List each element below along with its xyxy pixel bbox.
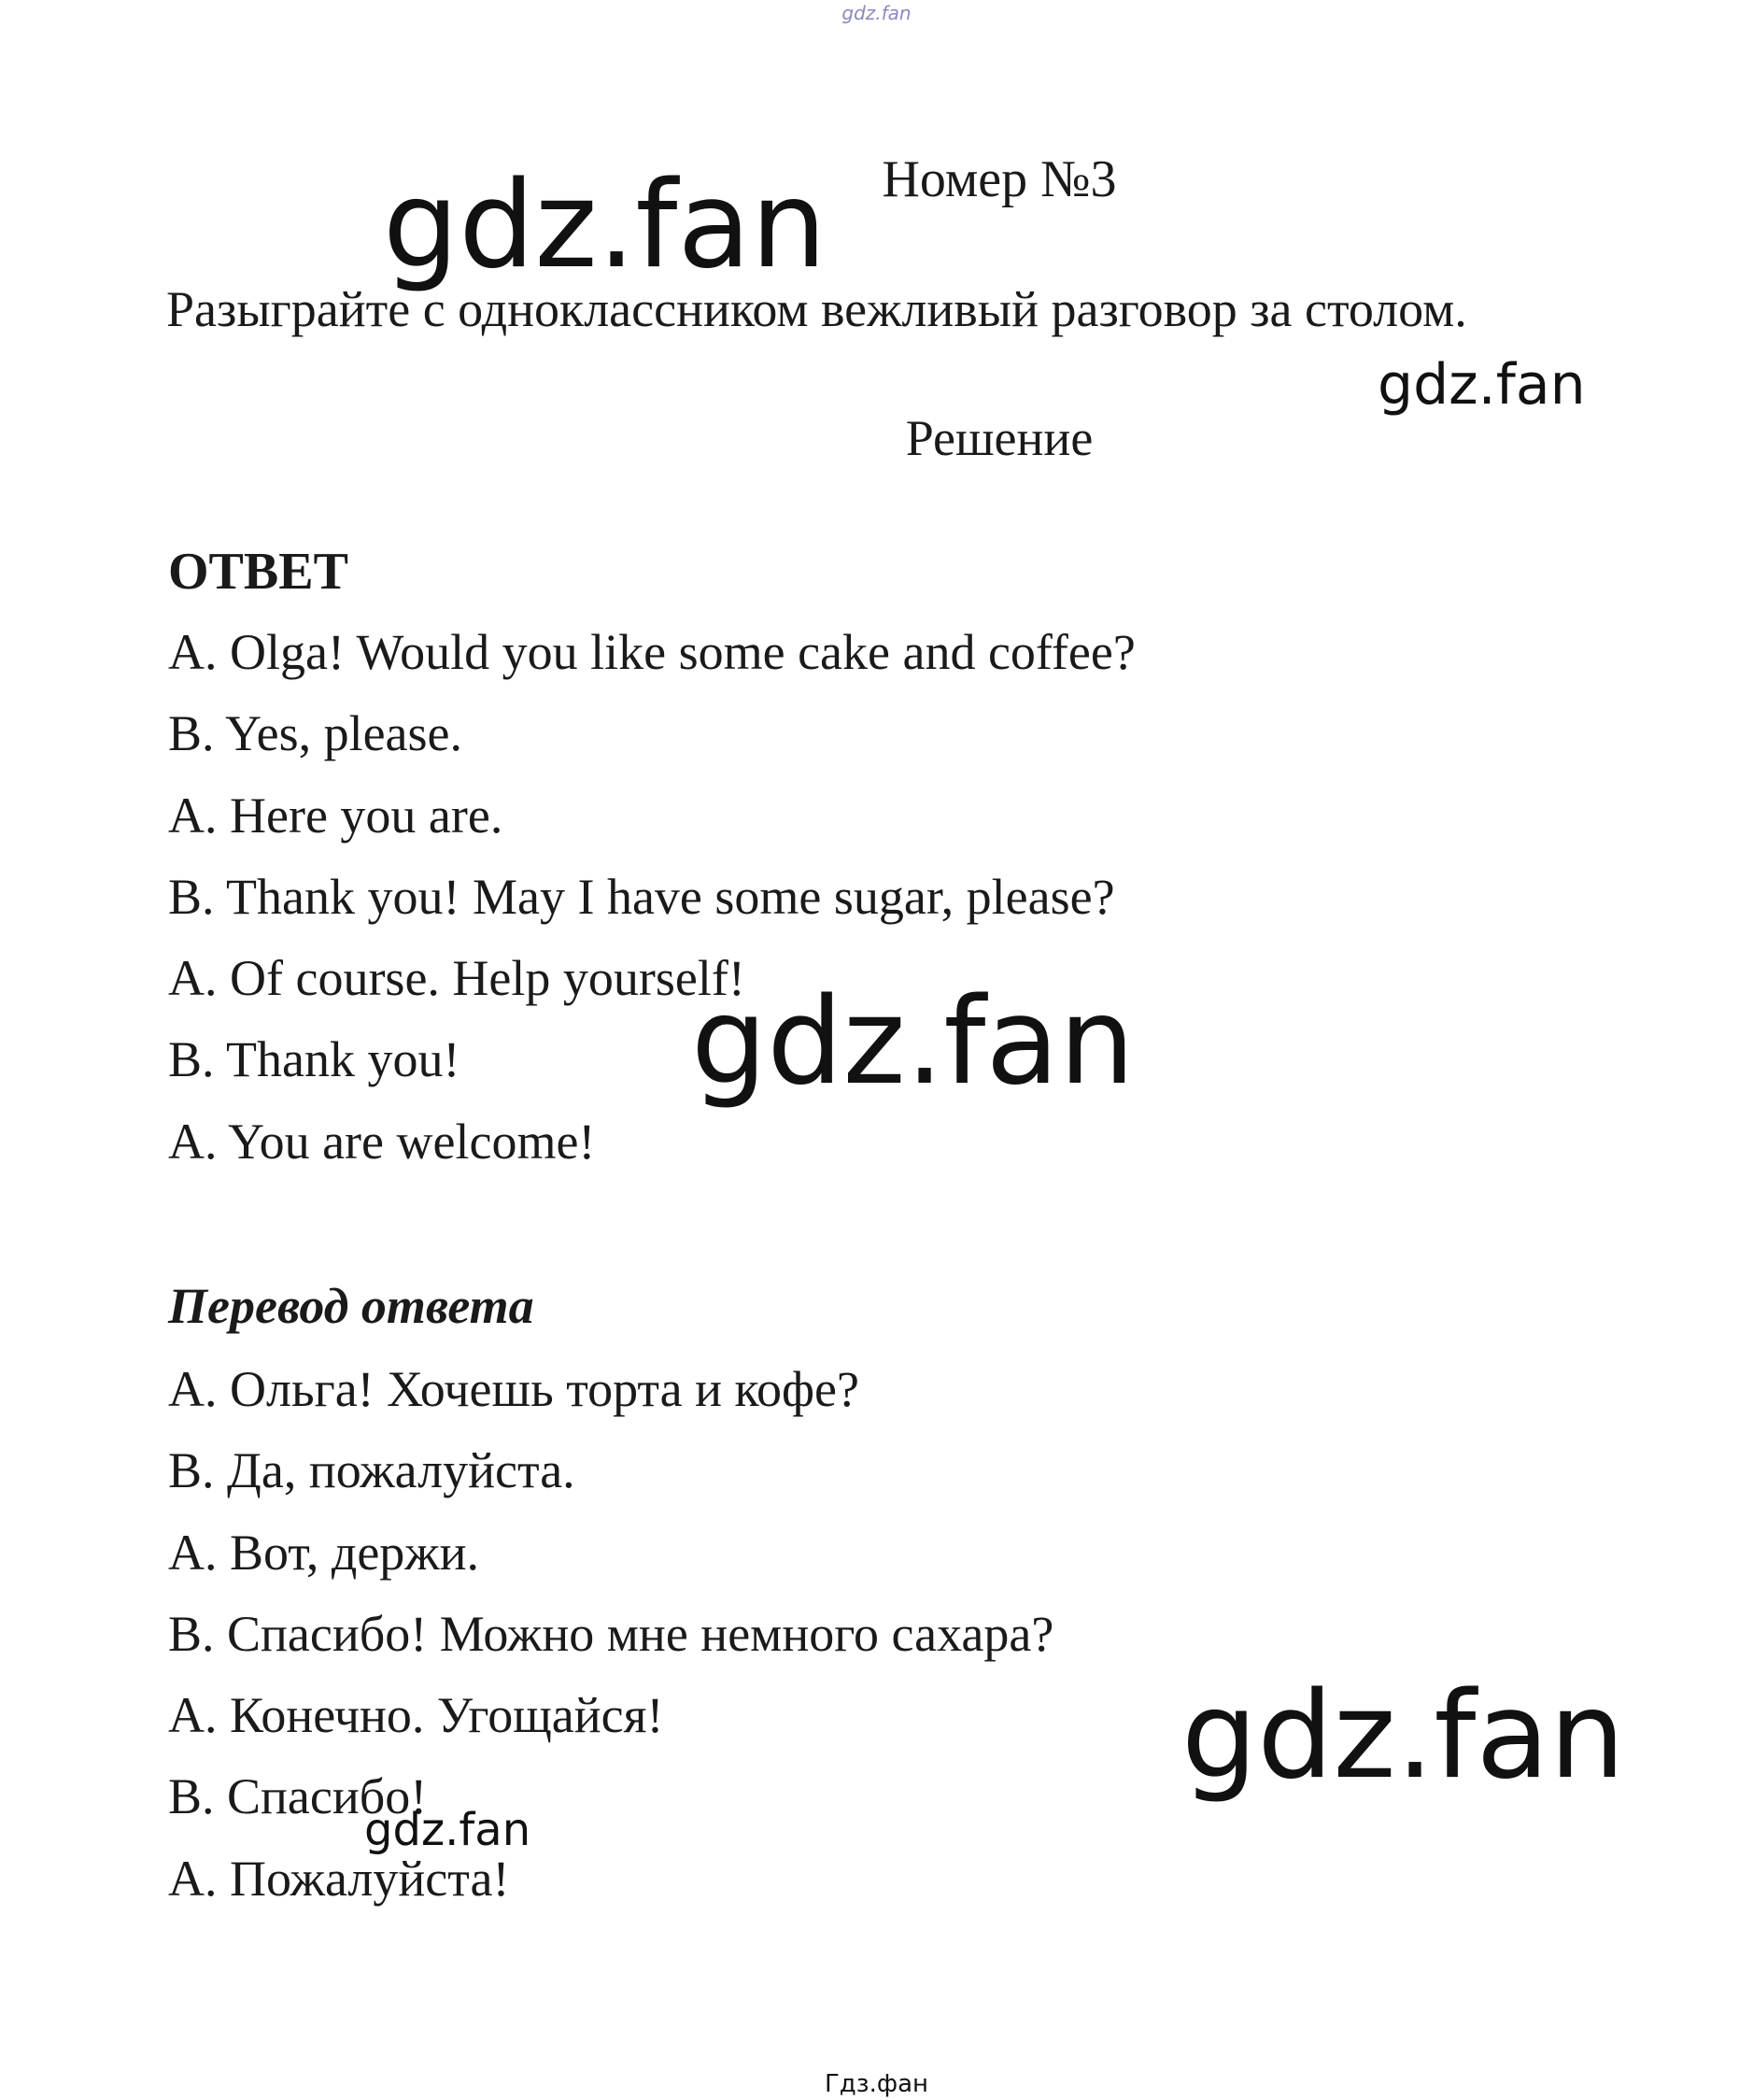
watermark-top: gdz.fan xyxy=(841,2,912,24)
watermark-large: gdz.fan xyxy=(383,156,827,295)
translation-line: A. Конечно. Угощайся! xyxy=(168,1687,664,1744)
translation-line: A. Пожалуйста! xyxy=(168,1850,510,1907)
watermark-center: gdz.fan xyxy=(691,972,1135,1112)
translation-dialogue xyxy=(168,1349,1053,1920)
translation-heading: Перевод ответа xyxy=(168,1278,534,1334)
watermark-small-right: gdz.fan xyxy=(1378,352,1586,418)
dialogue-line: A. Olga! Would you like some cake and coffee? xyxy=(168,624,1136,680)
dialogue-line: B. Thank you! May I have some sugar, please? xyxy=(168,868,1115,925)
task-text: Разыграйте с одноклассником вежливый разговор за столом. xyxy=(166,281,1467,337)
dialogue-line: B. Yes, please. xyxy=(168,705,463,762)
answer-heading: ОТВЕТ xyxy=(168,543,348,601)
translation-line: B. Да, пожалуйста. xyxy=(168,1442,575,1499)
watermark-bottom-right: gdz.fan xyxy=(1181,1667,1625,1806)
watermark-small-bottom: gdz.fan xyxy=(364,1804,531,1856)
dialogue-line: A. Here you are. xyxy=(168,787,503,844)
translation-line: B. Спасибо! xyxy=(168,1768,428,1825)
dialogue-line: B. Thank you! xyxy=(168,1031,460,1088)
dialogue-line: A. Of course. Help yourself! xyxy=(168,950,745,1007)
solution-label: Решение xyxy=(905,410,1094,466)
footer-text: Гдз.фан xyxy=(824,2070,929,2098)
page-title: Номер №3 xyxy=(882,150,1117,208)
translation-line: B. Спасибо! Можно мне немного сахара? xyxy=(168,1605,1054,1662)
dialogue-line: A. You are welcome! xyxy=(168,1113,596,1170)
translation-line: A. Ольга! Хочешь торта и кофе? xyxy=(168,1361,859,1417)
translation-line: A. Вот, держи. xyxy=(168,1524,479,1581)
